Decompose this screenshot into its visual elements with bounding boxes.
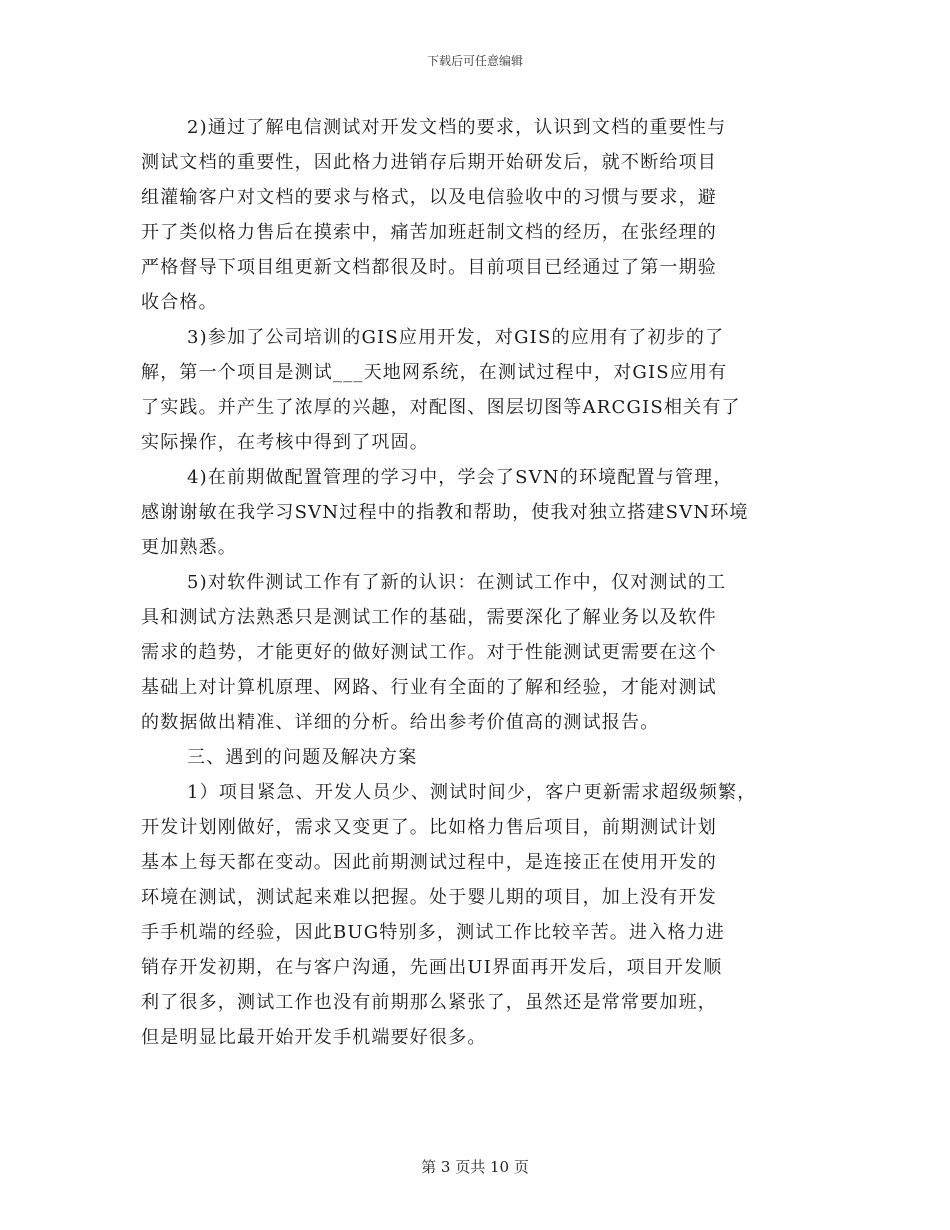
- text-line: 需求的趋势，才能更好的做好测试工作。对于性能测试更需要在这个: [141, 642, 717, 663]
- text-line: 但是明显比最开始开发手机端要好很多。: [141, 1027, 487, 1048]
- text-line: 的数据做出精准、详细的分析。给出参考价值高的测试报告。: [141, 712, 660, 733]
- text-line: 4)在前期做配置管理的学习中，学会了SVN的环境配置与管理，: [187, 467, 733, 488]
- page-footer: 第 3 页共 10 页: [421, 1158, 529, 1176]
- text-line: 严格督导下项目组更新文档都很及时。目前项目已经通过了第一期验: [141, 257, 717, 278]
- text-line: 实际操作，在考核中得到了巩固。: [141, 432, 429, 453]
- text-line: 开发计划刚做好，需求又变更了。比如格力售后项目，前期测试计划: [141, 817, 717, 838]
- text-line: 解，第一个项目是测试___天地网系统，在测试过程中，对GIS应用有: [141, 362, 728, 383]
- text-line: 具和测试方法熟悉只是测试工作的基础，需要深化了解业务以及软件: [141, 607, 717, 628]
- text-line: 收合格。: [141, 292, 218, 313]
- text-line: 组灌输客户对文档的要求与格式，以及电信验收中的习惯与要求，避: [141, 187, 717, 208]
- text-line: 销存开发初期，在与客户沟通，先画出UI界面再开发后，项目开发顺: [141, 957, 723, 978]
- text-line: 2)通过了解电信测试对开发文档的要求，认识到文档的重要性与: [187, 117, 727, 138]
- page-header: 下载后可任意编辑: [426, 54, 523, 68]
- document-body: [141, 110, 831, 1055]
- text-line: 利了很多，测试工作也没有前期那么紧张了，虽然还是常常要加班，: [141, 992, 717, 1013]
- text-line: 基本上每天都在变动。因此前期测试过程中，是连接正在使用开发的: [141, 852, 717, 873]
- text-line: 环境在测试，测试起来难以把握。处于婴儿期的项目，加上没有开发: [141, 887, 717, 908]
- text-line: 开了类似格力售后在摸索中，痛苦加班赶制文档的经历，在张经理的: [141, 222, 717, 243]
- text-line: 5)对软件测试工作有了新的认识：在测试工作中，仅对测试的工: [187, 572, 727, 593]
- text-line: 感谢谢敏在我学习SVN过程中的指教和帮助，使我对独立搭建SVN环境: [141, 502, 749, 523]
- text-line: 基础上对计算机原理、网路、行业有全面的了解和经验，才能对测试: [141, 677, 717, 698]
- text-line: 1）项目紧急、开发人员少、测试时间少，客户更新需求超级频繁，: [187, 782, 757, 803]
- text-line: 三、遇到的问题及解决方案: [187, 747, 418, 768]
- text-line: 3)参加了公司培训的GIS应用开发，对GIS的应用有了初步的了: [187, 327, 725, 348]
- text-line: 更加熟悉。: [141, 537, 237, 558]
- text-line: 测试文档的重要性，因此格力进销存后期开始研发后，就不断给项目: [141, 152, 717, 173]
- text-line: 手手机端的经验，因此BUG特别多，测试工作比较辛苦。进入格力进: [141, 922, 725, 943]
- text-line: 了实践。并产生了浓厚的兴趣，对配图、图层切图等ARCGIS相关有了: [141, 397, 741, 418]
